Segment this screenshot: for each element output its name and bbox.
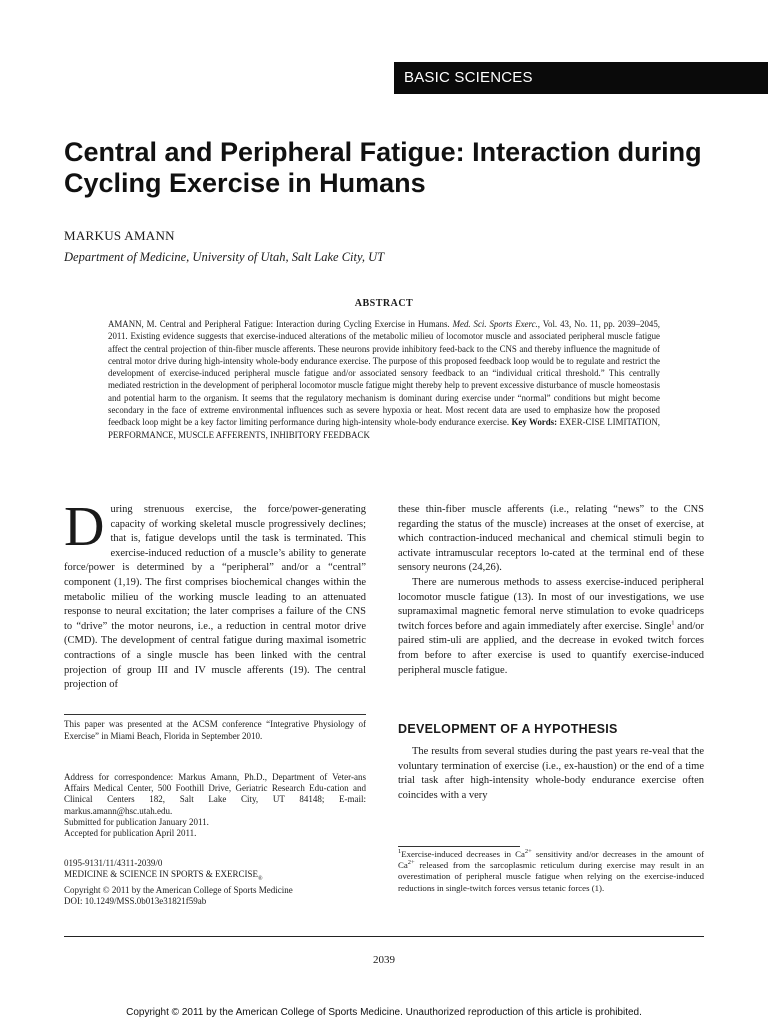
right-paragraph-3: The results from several studies during the past years re-veal that the voluntary termination of exercise (i.e., ex-haustion) or the end of a time trial task after high-intensity whole-body endurance exercise often coincides with a very: [398, 746, 704, 801]
footnote-divider-left: [64, 714, 366, 715]
abstract-journal: Med. Sci. Sports Exerc.: [452, 319, 538, 329]
registered-mark: ®: [257, 876, 263, 882]
accepted-date: Accepted for publication April 2011.: [64, 828, 197, 839]
correspondence-block: [64, 772, 366, 839]
page-bottom-rule: [64, 936, 704, 937]
footnote-1: [398, 849, 704, 894]
abstract-heading: ABSTRACT: [354, 298, 414, 309]
abstract-body: , Vol. 43, No. 11, pp. 2039–2045, 2011. Existing evidence suggests that exercise-induced alterations of the metabolic milieu of locomotor muscle and associated peripheral muscle fatigue affect the central projection of thin-fiber muscle afferents. These neurons provide inhibitory feed-back to the CNS and thereby influence the magnitude of central motor drive during high-intensity whole-body endurance exercise. The purpose of this proposed feedback loop would be to regulate and restrict the development of exercise-induced peripheral muscle fatigue and/or associated sensory feedback to an “individual critical threshold.” This centrally mediated restriction in the development of peripheral locomotor muscle fatigue might thereby help to prevent excessive disturbance of muscle homeostasis and potential harm to the organism. It seems that the regulatory mechanism is dominant during exercise under “normal” conditions but might become secondary in the face of extreme environmental influences such as severe hypoxia or heat. Most recent data are used to emphasize how the proposed feedback loop might be a key factor limiting performance during high-intensity whole-body endurance exercise.: [108, 319, 661, 428]
doi: DOI: 10.1249/MSS.0b013e31821f59ab: [64, 896, 207, 907]
ca-superscript-1: 2+: [524, 848, 532, 856]
section-label: BASIC SCIENCES: [394, 62, 768, 94]
journal-name: MEDICINE & SCIENCE IN SPORTS & EXERCISE: [64, 869, 258, 880]
right-paragraph-2-text-b: and/or paired stim-uli are applied, and the decrease in evoked twitch forces from before to after exercise is used to quantify exercise-induced peripheral muscle fatigue.: [398, 620, 704, 676]
right-paragraph-1: these thin-fiber muscle afferents (i.e., relating “news” to the CNS regarding the status of the muscle) increases at the onset of exercise, at which contraction-induced mechanical and chemical stimuli begin to activate intramuscular receptors lo-cated at the terminal end of these sensory neurons (24,26).: [398, 504, 704, 574]
article-title: Central and Peripheral Fatigue: Interaction during Cycling Exercise in Humans: [64, 137, 702, 198]
right-paragraph-2: [398, 576, 704, 678]
footnote-text-c: released from the sarcoplasmic reticulum during exercise may result in an overestimation of peripheral muscle fatigue when relying on the exercise-induced reductions in single-twitch forces versus tetanic forces (1).: [398, 860, 704, 893]
section-heading: DEVELOPMENT OF A HYPOTHESIS: [398, 722, 618, 736]
intro-paragraph: uring strenuous exercise, the force/power-generating capacity of working skeletal muscle progressively declines; that is, fatigue develops until the task is terminated. This exercise-induced reduction of a muscle’s ability to generate force/power is determined by a “peripheral” and/or a “central” component (1,19). The first comprises biochemical changes within the metabolic milieu of the working muscle leading to an attenuated response to neural excitation; the later comprises a failure of the CNS to “drive” the motor neurons, i.e., a reduction in central motor drive (CMD). The development of central fatigue during maximal isometric contractions of a single muscle has been linked with the central projection of group III and IV muscle afferents (19). The central projection of: [64, 504, 366, 691]
copyright-notice: Copyright © 2011 by the American College of Sports Medicine. Unauthorized reproduction of this article is prohibited.: [126, 1007, 642, 1018]
right-paragraph-2-text-a: There are numerous methods to assess exercise-induced peripheral locomotor muscle fatigue (13). In most of our investigations, we use supramaximal magnetic femoral nerve stimulation to evoke quadriceps twitch forces before and again immediately after exercise. Single: [398, 576, 704, 632]
footnote-text-b: sensitivity and/or decreases in the amount of Ca: [398, 849, 705, 871]
copyright-line: Copyright © 2011 by the American College of Sports Medicine: [64, 885, 293, 896]
keywords: EXER-CISE LIMITATION, PERFORMANCE, MUSCLE AFFERENTS, INHIBITORY FEEDBACK: [108, 417, 661, 440]
abstract-citation: AMANN, M. Central and Peripheral Fatigue: Interaction during Cycling Exercise in Humans.: [108, 319, 450, 329]
submitted-date: Submitted for publication January 2011.: [64, 816, 209, 827]
footnote-marker: 1: [398, 848, 402, 856]
issn: 0195-9131/11/4311-2039/0: [64, 858, 163, 868]
correspondence-address: Address for correspondence: Markus Amann, Ph.D., Department of Veter-ans Affairs Medical Center, 500 Foothill Drive, Geriatric Research Edu-cation and Clinical Centers 182, Salt Lake City, UT 84148; E-mail: markus.amann@hsc.utah.edu.: [64, 772, 366, 816]
drop-cap: D: [64, 496, 105, 558]
presentation-note: This paper was presented at the ACSM conference “Integrative Physiology of Exercise” in Miami Beach, Florida in September 2010.: [64, 719, 366, 741]
author-affiliation: Department of Medicine, University of Utah, Salt Lake City, UT: [64, 250, 385, 264]
footnote-divider-right: [398, 846, 520, 847]
ca-superscript-2: 2+: [407, 859, 415, 867]
page-number: 2039: [373, 954, 395, 966]
footnote-ref-1: 1: [671, 619, 675, 627]
keywords-label: Key Words:: [511, 417, 558, 428]
right-column-body-2: [398, 745, 704, 803]
left-column-body: [64, 496, 366, 693]
abstract-text: [108, 318, 660, 441]
author-name: MARKUS AMANN: [64, 228, 175, 243]
footnote-text-a: Exercise-induced decreases in Ca: [401, 849, 525, 859]
publication-info: [64, 858, 366, 908]
right-column-body: [398, 503, 704, 678]
